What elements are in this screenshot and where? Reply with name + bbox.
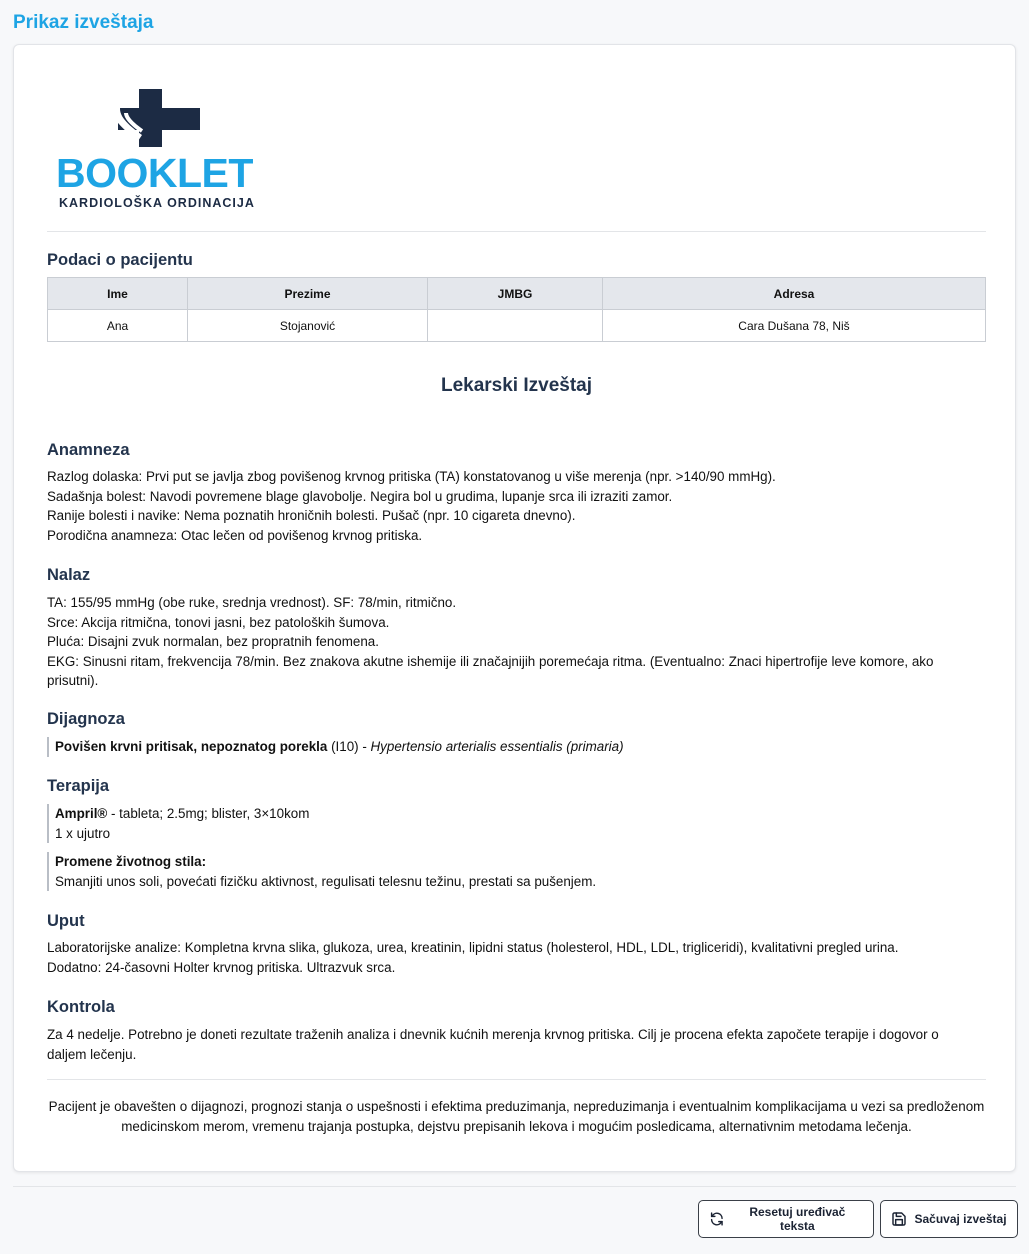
save-report-button[interactable] — [880, 1200, 1018, 1238]
column-header: JMBG — [428, 278, 603, 310]
kontrola-text: Za 4 nedelje. Potrebno je doneti rezultate traženih analiza i dnevnik kućnih merenja krvnog pritiska. Cilj je procena efekta započete terapije i dogovor o daljem lečenju. — [47, 1027, 939, 1062]
drug-description: - tableta; 2.5mg; blister, 3×10kom — [107, 806, 310, 821]
anamneza-line: Razlog dolaska: Prvi put se javlja zbog povišenog krvnog pritiska (TA) konstatovanog u više merenja (npr. >140/90 mmHg). — [47, 469, 776, 484]
anamneza-line: Ranije bolesti i navike: Nema poznatih hroničnih bolesti. Pušač (npr. 10 cigareta dnevno). — [47, 508, 576, 523]
uput-heading: Uput — [47, 912, 85, 930]
drug-name: Ampril® — [55, 806, 108, 821]
kontrola-heading: Kontrola — [47, 998, 115, 1016]
actions-divider — [13, 1186, 1016, 1187]
reset-editor-label: Resetuj uređivač teksta — [749, 1205, 846, 1233]
logo-name: BOOKLET — [56, 150, 253, 196]
anamneza-line: Porodična anamneza: Otac lečen od povišenog krvnog pritiska. — [47, 527, 423, 543]
lifestyle-text: Smanjiti unos soli, povećati fizičku aktivnost, regulisati telesnu težinu, prestati sa pušenjem. — [55, 873, 597, 889]
dijagnoza-heading: Dijagnoza — [47, 710, 125, 728]
column-header: Adresa — [603, 278, 986, 310]
diagnosis-latin: Hypertensio arterialis essentialis (primaria) — [370, 739, 624, 754]
column-header: Ime — [48, 278, 188, 310]
nalaz-text — [47, 593, 967, 691]
nalaz-heading: Nalaz — [47, 566, 91, 584]
patient-first-name: Ana — [48, 310, 188, 342]
header-divider — [47, 231, 986, 232]
report-card — [13, 44, 1016, 1172]
table-header-row — [48, 278, 986, 310]
consent-note: Pacijent je obavešten o dijagnozi, prognozi stanja o uspešnosti i efektima preduzimanja, nepreduzimanja i eventualnim komplikacijama u vezi sa predloženom medicinskom merom, vremenu trajanja postupka, dejstvu prepisanih lekova i mogućim posledicama, alternativnim metodama lečenja. — [48, 1099, 985, 1134]
anamneza-text — [47, 467, 967, 545]
refresh-icon — [709, 1211, 725, 1227]
therapy-drug-block — [47, 804, 955, 843]
uput-text — [47, 938, 967, 977]
report-title: Lekarski Izveštaj — [440, 375, 593, 396]
patient-table — [47, 277, 986, 342]
logo — [56, 89, 266, 213]
diagnosis-code: (I10) - — [327, 739, 371, 754]
nalaz-line: EKG: Sinusni ritam, frekvencija 78/min. Bez znakova akutne ishemije ili značajnijih poremećaja ritma. (Eventualno: Znaci hipertrofije leve komore, ako prisutni). — [47, 653, 934, 688]
patient-jmbg — [428, 310, 603, 342]
terapija-heading: Terapija — [47, 777, 110, 795]
diagnosis-name: Povišen krvni pritisak, nepoznatog porekla — [55, 739, 328, 754]
nalaz-line: Pluća: Disajni zvuk normalan, bez propratnih fenomena. — [47, 634, 379, 649]
footer-divider — [47, 1079, 986, 1080]
nalaz-line: TA: 155/95 mmHg (obe ruke, srednja vrednost). SF: 78/min, ritmično. — [47, 595, 457, 610]
nalaz-line: Srce: Akcija ritmična, tonovi jasni, bez patoloških šumova. — [47, 614, 390, 630]
uput-line: Laboratorijske analize: Kompletna krvna slika, glukoza, urea, kreatinin, lipidni status (holesterol, HDL, LDL, trigliceridi), kvalitativni pregled urina. — [47, 940, 899, 955]
lifestyle-block — [47, 852, 955, 891]
lifestyle-label: Promene životnog stila: — [55, 854, 207, 869]
column-header: Prezime — [188, 278, 428, 310]
diagnosis-block — [47, 737, 955, 757]
save-report-label: Sačuvaj izveštaj — [914, 1212, 1007, 1226]
patient-address: Cara Dušana 78, Niš — [603, 310, 986, 342]
patient-last-name: Stojanović — [188, 310, 428, 342]
patient-heading: Podaci o pacijentu — [47, 251, 193, 269]
logo-subtitle: KARDIOLOŠKA ORDINACIJA — [59, 196, 255, 210]
table-row — [48, 310, 986, 342]
anamneza-line: Sadašnja bolest: Navodi povremene blage glavobolje. Negira bol u grudima, lupanje srca ili izraziti zamor. — [47, 488, 673, 504]
page-title: Prikaz izveštaja — [13, 12, 154, 33]
reset-editor-button[interactable] — [698, 1200, 874, 1238]
uput-line: Dodatno: 24-časovni Holter krvnog pritiska. Ultrazvuk srca. — [47, 959, 396, 975]
floppy-disk-icon — [891, 1211, 907, 1227]
drug-dosage: 1 x ujutro — [55, 825, 111, 841]
heart-cross-icon — [56, 89, 266, 153]
anamneza-heading: Anamneza — [47, 441, 130, 459]
